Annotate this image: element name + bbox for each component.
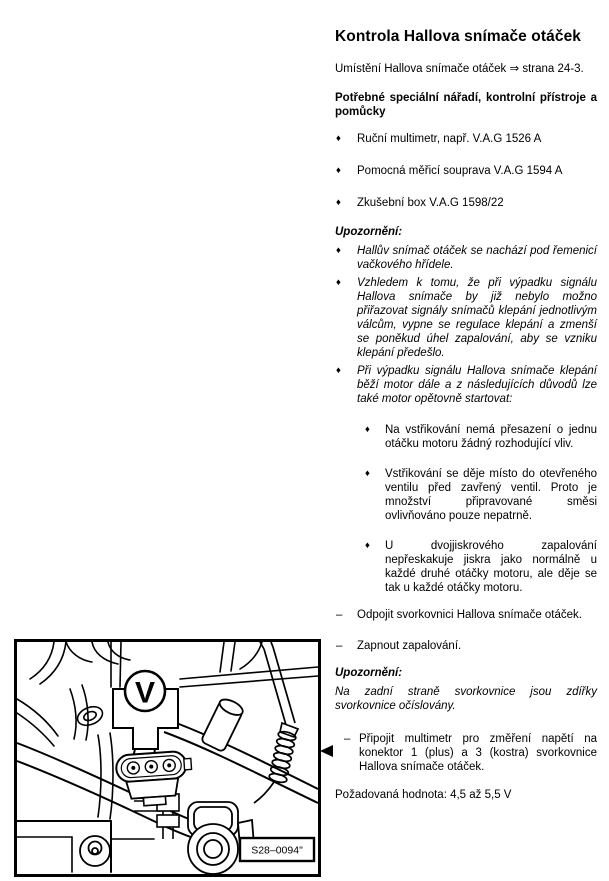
tools-heading: Potřebné speciální nářadí, kontrolní přístroje a pomůcky [335,92,597,118]
tool-item [335,196,597,210]
measure-step [335,732,597,774]
figure-label-text: S28–0094" [251,844,303,857]
bullet-diamond-icon: ♦ [336,245,341,256]
sub-note-text: Vstřikování se děje místo do otevřeného ventilu před zavřený ventil. Proto je množství připravované směsi ovlivňováno pouze nepatrně. [385,468,597,522]
note-heading: Upozornění: [335,667,403,679]
figure-illustration [14,639,321,877]
intro-paragraph: Umístění Hallova snímače otáček ⇒ strana 24-3. [335,63,584,75]
bullet-diamond-icon: ♦ [336,365,341,376]
bullet-diamond-icon: ♦ [336,277,341,288]
bolt [80,836,110,866]
sub-note-item [335,467,597,523]
tool-item-text: Ruční multimetr, např. V.A.G 1526 A [357,133,542,145]
voltmeter-symbol: V [134,676,156,710]
procedure-step [335,639,597,653]
tool-item-text: Zkušební box V.A.G 1598/22 [357,197,504,209]
page-title: Kontrola Hallova snímače otáček [335,28,582,45]
bullet-diamond-icon: ♦ [365,468,370,479]
bullet-diamond-icon: ♦ [336,133,341,144]
pointer-left-icon [320,745,333,757]
note-item [335,276,597,360]
measure-step-text: Připojit multimetr pro změření napětí na konektor 1 (plus) a 3 (kostra) svorkovnice Hallova snímače otáček. [359,733,597,773]
sub-note-item [335,423,597,451]
sub-note-item [335,539,597,595]
note-paragraph: Na zadní straně svorkovnice jsou zdířky svorkovnice očíslovány. [335,686,597,712]
procedure-step [335,608,597,622]
note-item [335,244,597,272]
bullet-diamond-icon: ♦ [365,424,370,435]
required-value: Požadovaná hodnota: 4,5 až 5,5 V [335,789,512,801]
figure-label [240,838,314,861]
tool-item-text: Pomocná měřicí souprava V.A.G 1594 A [357,165,563,177]
engine-bay-drawing [14,639,321,877]
tool-item [335,132,597,146]
bullet-diamond-icon: ♦ [336,197,341,208]
text-column [335,28,597,802]
note-item-text: Při výpadku signálu Hallova snímače klepání běží motor dále a z následujících důvodů lze také motor opětovně startovat: [357,365,597,405]
note-item-text: Vzhledem k tomu, že při výpadku signálu Hallova snímače by již nebylo možno přiřazovat signály snímačů klepání jednotlivým válcům, vypne se regulace klepání a zmenší se poněkud úhel zapalování, aby se vzniku klepání předešlo. [357,277,597,359]
dash-marker: – [336,609,343,621]
procedure-step-text: Odpojit svorkovnici Hallova snímače otáček. [357,609,582,621]
dash-marker: – [336,640,343,652]
procedure-step-text: Zapnout zapalování. [357,640,462,652]
bullet-diamond-icon: ♦ [336,165,341,176]
tool-item [335,164,597,178]
note-item-text: Hallův snímač otáček se nachází pod řemenicí vačkového hřídele. [357,245,597,271]
dash-marker: – [344,733,351,745]
sub-note-text: Na vstřikování nemá přesazení o jednu otáčku motoru žádný rozhodující vliv. [385,424,597,450]
bullet-diamond-icon: ♦ [365,540,370,551]
sub-note-text: U dvojjiskrového zapalování nepřeskakuje jiskra jako normálně u každé druhé otáčky motoru, ale děje se tak u každé otáčky motoru. [385,540,597,594]
note-item [335,364,597,406]
note-heading: Upozornění: [335,226,403,238]
